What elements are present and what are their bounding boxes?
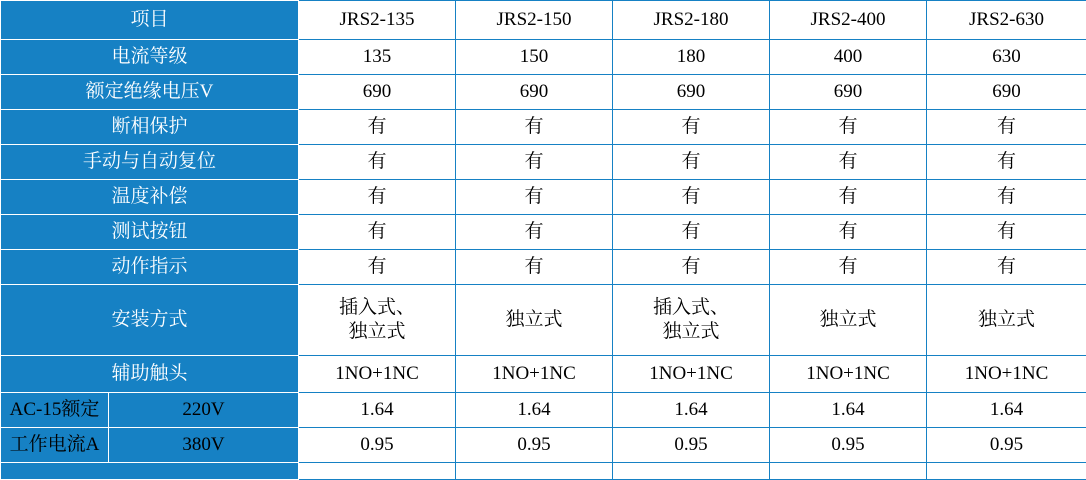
cell-value: 1.64	[770, 393, 927, 428]
cell-value: 有	[299, 250, 456, 285]
table-row-partial-bottom	[1, 463, 1086, 480]
cell-value: 有	[456, 110, 613, 145]
cell-value: 1.64	[927, 393, 1086, 428]
cell-value: 有	[927, 145, 1086, 180]
row-label-empty	[1, 463, 299, 480]
cell-value: 有	[927, 180, 1086, 215]
cell-value: 180	[613, 40, 770, 75]
row-label: 动作指示	[1, 250, 299, 285]
cell-value: 有	[613, 250, 770, 285]
column-header-model-3: JRS2-180	[613, 1, 770, 40]
table-row	[1, 180, 1086, 215]
row-label: 断相保护	[1, 110, 299, 145]
cell-value: 有	[770, 180, 927, 215]
row-label: 安装方式	[1, 285, 299, 356]
cell-value: 0.95	[770, 428, 927, 463]
cell-value: 有	[299, 145, 456, 180]
table-row	[1, 250, 1086, 285]
cell-value: 0.95	[613, 428, 770, 463]
table-row-install-method	[1, 285, 1086, 356]
cell-line-1: 独立式	[770, 308, 926, 332]
cell-line-2: 独立式	[613, 320, 769, 344]
table-row-ac15-220v	[1, 393, 1086, 428]
cell-value: 0.95	[299, 428, 456, 463]
cell-value-empty	[770, 463, 927, 480]
cell-value-empty	[299, 463, 456, 480]
ac15-group-label-line2: 工作电流A	[1, 428, 109, 463]
cell-line-2: 独立式	[299, 320, 455, 344]
cell-value: 0.95	[456, 428, 613, 463]
cell-value: 1NO+1NC	[456, 356, 613, 393]
cell-value: 150	[456, 40, 613, 75]
cell-value: 690	[299, 75, 456, 110]
cell-value: 有	[613, 215, 770, 250]
column-header-model-2: JRS2-150	[456, 1, 613, 40]
column-header-item: 项目	[1, 1, 299, 40]
row-label: 手动与自动复位	[1, 145, 299, 180]
ac15-sub-label-220v: 220V	[109, 393, 299, 428]
cell-value: 有	[456, 145, 613, 180]
table-row	[1, 215, 1086, 250]
cell-value: 690	[770, 75, 927, 110]
cell-value: 有	[770, 110, 927, 145]
cell-line-1: 独立式	[456, 308, 612, 332]
cell-line-1: 独立式	[927, 308, 1086, 332]
cell-value: 1NO+1NC	[927, 356, 1086, 393]
cell-value: 有	[770, 145, 927, 180]
cell-value: 有	[927, 110, 1086, 145]
cell-value: 有	[613, 180, 770, 215]
cell-value: 400	[770, 40, 927, 75]
column-header-model-5: JRS2-630	[927, 1, 1086, 40]
cell-value-empty	[613, 463, 770, 480]
cell-line-1: 插入式、	[299, 296, 455, 320]
row-label: 电流等级	[1, 40, 299, 75]
table-row	[1, 145, 1086, 180]
cell-value: 690	[613, 75, 770, 110]
cell-value: 1.64	[299, 393, 456, 428]
column-header-model-1: JRS2-135	[299, 1, 456, 40]
cell-value	[770, 285, 927, 356]
cell-value: 有	[613, 145, 770, 180]
cell-value: 有	[456, 215, 613, 250]
table-row	[1, 110, 1086, 145]
cell-value	[613, 285, 770, 356]
cell-value	[299, 285, 456, 356]
cell-value: 690	[456, 75, 613, 110]
table-row	[1, 356, 1086, 393]
cell-value: 有	[613, 110, 770, 145]
row-label: 测试按钮	[1, 215, 299, 250]
table-row	[1, 75, 1086, 110]
cell-value-empty	[456, 463, 613, 480]
cell-value: 1.64	[613, 393, 770, 428]
ac15-group-label-line1: AC-15额定	[1, 393, 109, 428]
cell-value: 0.95	[927, 428, 1086, 463]
ac15-sub-label-380v: 380V	[109, 428, 299, 463]
cell-value: 有	[927, 250, 1086, 285]
column-header-model-4: JRS2-400	[770, 1, 927, 40]
cell-value: 135	[299, 40, 456, 75]
table-row-ac15-380v	[1, 428, 1086, 463]
table-row	[1, 40, 1086, 75]
cell-value: 有	[299, 215, 456, 250]
cell-value: 有	[770, 250, 927, 285]
cell-value: 有	[456, 180, 613, 215]
cell-value: 1NO+1NC	[770, 356, 927, 393]
cell-value: 1.64	[456, 393, 613, 428]
row-label: 辅助触头	[1, 356, 299, 393]
cell-value: 630	[927, 40, 1086, 75]
cell-value-empty	[927, 463, 1086, 480]
cell-value: 1NO+1NC	[299, 356, 456, 393]
row-label: 额定绝缘电压V	[1, 75, 299, 110]
cell-value: 有	[927, 215, 1086, 250]
cell-value: 有	[299, 180, 456, 215]
table-header-row	[1, 1, 1086, 40]
cell-value: 有	[299, 110, 456, 145]
cell-value	[927, 285, 1086, 356]
row-label: 温度补偿	[1, 180, 299, 215]
cell-value: 有	[770, 215, 927, 250]
cell-value: 1NO+1NC	[613, 356, 770, 393]
cell-line-1: 插入式、	[613, 296, 769, 320]
cell-value: 690	[927, 75, 1086, 110]
cell-value	[456, 285, 613, 356]
cell-value: 有	[456, 250, 613, 285]
